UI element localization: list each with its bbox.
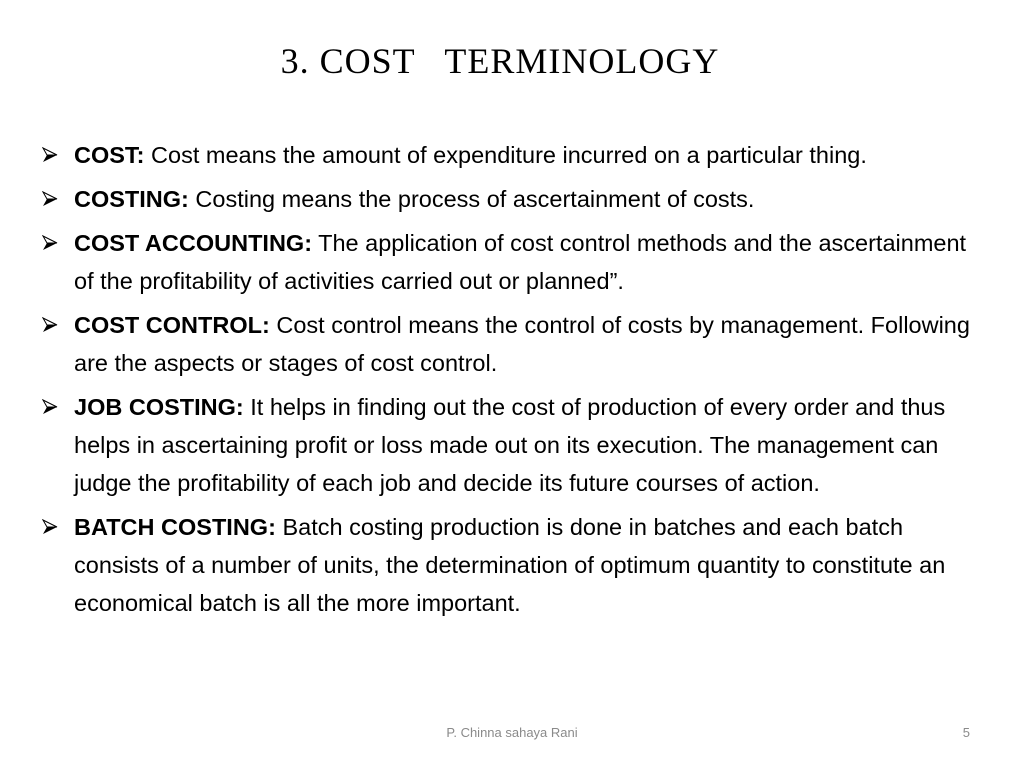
bullet-item-cost (38, 136, 983, 174)
bullet-term: COST CONTROL: (74, 312, 270, 338)
bullet-list (38, 136, 983, 628)
arrow-bullet-icon (42, 399, 58, 415)
arrow-bullet-icon (42, 191, 58, 207)
bullet-text: Batch costing production is done in batches and each batch consists of a number of units, the determination of optimum quantity to constitute an economical batch is all the more important. (74, 514, 946, 616)
bullet-term: BATCH COSTING: (74, 514, 276, 540)
bullet-item-cost-control (38, 306, 983, 382)
bullet-term: COST ACCOUNTING: (74, 230, 313, 256)
arrow-bullet-icon (42, 519, 58, 535)
bullet-text: It helps in finding out the cost of production of every order and thus helps in ascertaining profit or loss made out on its execution. The management can judge the profitability of each job and decide its future courses of action. (74, 394, 946, 496)
arrow-bullet-icon (42, 147, 58, 163)
bullet-text: The application of cost control methods and the ascertainment of the profitability of activities carried out or planned”. (74, 230, 967, 294)
bullet-item-costing (38, 180, 983, 218)
slide-title: 3. COST TERMINOLOGY (280, 41, 720, 81)
bullet-item-batch-costing (38, 508, 983, 622)
arrow-bullet-icon (42, 235, 58, 251)
bullet-text: Costing means the process of ascertainment of costs. (188, 186, 755, 212)
arrow-bullet-icon (42, 317, 58, 333)
bullet-item-job-costing (38, 388, 983, 502)
bullet-term: JOB COSTING: (74, 394, 244, 420)
bullet-term: COST: (74, 142, 145, 168)
bullet-term: COSTING: (74, 186, 189, 212)
bullet-item-cost-accounting (38, 224, 983, 300)
footer-author: P. Chinna sahaya Rani (446, 725, 578, 740)
bullet-text: Cost control means the control of costs by management. Following are the aspects or stages of cost control. (74, 312, 970, 376)
page-number: 5 (962, 725, 970, 740)
bullet-text: Cost means the amount of expenditure incurred on a particular thing. (144, 142, 867, 168)
